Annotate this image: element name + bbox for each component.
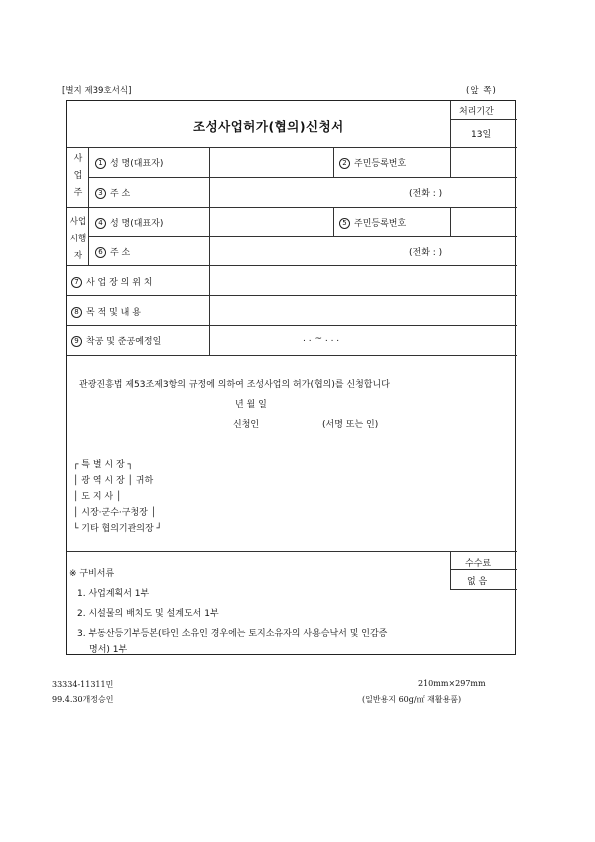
row-site-location-label: 7 사 업 장 의 위 치 xyxy=(71,275,152,288)
executor-id-field[interactable] xyxy=(451,209,515,234)
form-title: 조성사업허가(협의)신청서 xyxy=(193,119,344,134)
executor-name-field[interactable] xyxy=(209,209,333,234)
document-item: 3. 부동산등기부등본(타인 소유인 경우에는 토지소유자의 사용승낙서 및 인감증 xyxy=(77,629,388,639)
operator-group-label: 사 업 주 xyxy=(73,154,83,198)
operator-name-field[interactable] xyxy=(209,150,333,175)
application-date[interactable]: 년 월 일 xyxy=(235,400,267,410)
divider xyxy=(88,177,517,178)
fee-value: 없 음 xyxy=(467,577,488,587)
executor-id-label: 5 주민등록번호 xyxy=(339,216,406,229)
document-item: 명서) 1부 xyxy=(89,645,128,655)
paper-size: 210mm×297mm xyxy=(418,679,486,688)
executor-group-label: 사업 시행자 xyxy=(69,217,87,261)
processing-label: 처리기간 xyxy=(459,107,494,117)
recipient-line: │ 시장·군수·구청장 │ xyxy=(73,508,157,518)
executor-name-label: 4 성 명(대표자) xyxy=(95,216,163,229)
document-item: 2. 시설물의 배치도 및 설계도서 1부 xyxy=(77,609,219,619)
divider xyxy=(67,325,517,326)
divider xyxy=(450,569,517,570)
divider xyxy=(450,119,517,120)
divider xyxy=(333,207,334,236)
row-purpose-field[interactable] xyxy=(209,298,515,323)
row-schedule-label: 9 착공 및 준공예정일 xyxy=(71,334,161,347)
page-side: (앞 쪽) xyxy=(466,86,497,96)
executor-phone[interactable]: (전화 : ) xyxy=(409,248,443,258)
divider xyxy=(67,355,517,356)
operator-phone[interactable]: (전화 : ) xyxy=(409,189,443,199)
processing-value: 13일 xyxy=(471,130,492,140)
divider xyxy=(88,236,517,237)
recipient-line: │ 도 지 사 │ xyxy=(73,492,122,502)
executor-address-field[interactable] xyxy=(209,239,409,264)
row-schedule-field[interactable]: . . ~ . . . xyxy=(303,334,340,344)
recipient-line: ┌ 특 별 시 장 ┐ xyxy=(73,460,133,470)
documents-heading: ※ 구비서류 xyxy=(69,569,115,579)
approval-date: 99.4.30개정승인 xyxy=(52,695,114,704)
operator-address-field[interactable] xyxy=(209,180,409,205)
row-purpose-label: 8 목 적 및 내 용 xyxy=(71,305,141,318)
divider xyxy=(67,265,517,266)
form-number: [별지 제39호서식] xyxy=(62,86,132,96)
fee-label: 수수료 xyxy=(465,559,492,569)
operator-address-label: 3 주 소 xyxy=(95,186,130,199)
applicant-signature[interactable]: (서명 또는 인) xyxy=(322,420,379,430)
application-form xyxy=(66,100,516,655)
operator-id-field[interactable] xyxy=(451,150,515,175)
operator-name-label: 1 성 명(대표자) xyxy=(95,156,163,169)
divider xyxy=(67,295,517,296)
divider xyxy=(450,551,451,589)
form-code: 33334-11311민 xyxy=(52,680,114,689)
paper-spec: (일반용지 60g/㎡ 재활용품) xyxy=(362,695,462,704)
divider xyxy=(450,589,517,590)
recipient-line: │ 광 역 시 장 │ 귀하 xyxy=(73,476,154,486)
executor-address-label: 6 주 소 xyxy=(95,245,130,258)
operator-id-label: 2 주민등록번호 xyxy=(339,156,406,169)
application-statement: 관광진흥법 제53조제3항의 규정에 의하여 조성사업의 허가(협의)를 신청합니다 xyxy=(79,380,390,390)
document-item: 1. 사업계획서 1부 xyxy=(77,589,150,599)
recipient-line: └ 기타 협의기관의장 ┘ xyxy=(73,524,162,534)
divider xyxy=(450,101,451,147)
divider xyxy=(333,147,334,177)
applicant-label: 신청인 xyxy=(233,420,260,430)
row-site-location-field[interactable] xyxy=(209,268,515,293)
